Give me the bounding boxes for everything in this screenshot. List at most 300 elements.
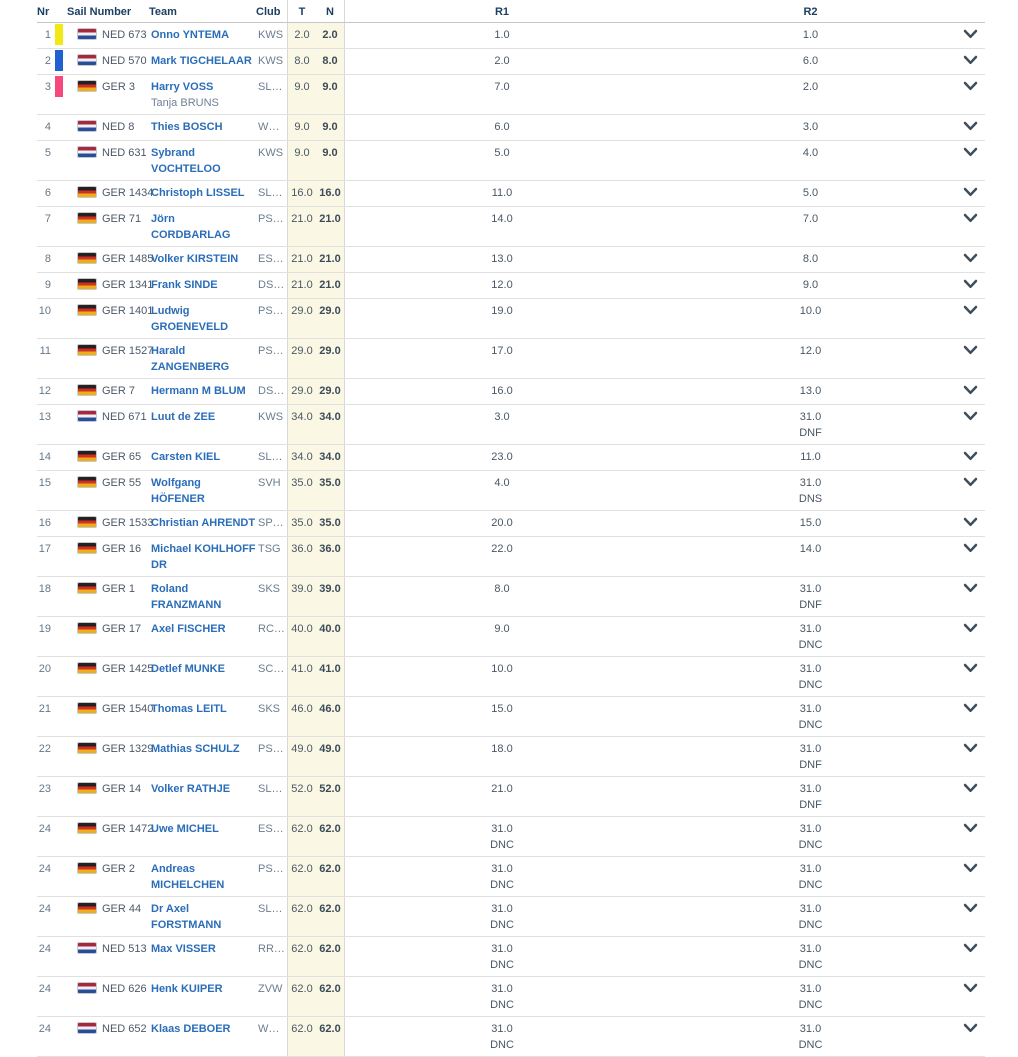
sail-number-cell [67,379,149,404]
club-code: SKS [258,703,281,715]
total-points-cell: 52.0 [287,777,316,816]
chevron-down-icon[interactable] [963,345,978,356]
club-code: PS… [258,743,284,755]
team-name-link[interactable]: Harald ZANGENBERG [151,345,230,373]
team-cell [149,817,256,856]
team-cell [149,379,256,404]
club-code: PS… [258,213,284,225]
club-code: SL… [258,81,283,93]
sail-number-cell [67,471,149,510]
race2-score: 31.0 [799,703,822,715]
team-name-wrap: MICHELCHEN [151,879,225,891]
chevron-down-icon[interactable] [963,543,978,554]
table-row [37,511,985,537]
total-points-cell: 9.0 [287,141,316,180]
chevron-down-icon[interactable] [963,663,978,674]
rank-cell: 24 [38,1023,51,1035]
chevron-down-icon[interactable] [963,411,978,422]
total-points-cell: 49.0 [287,737,316,776]
chevron-down-icon[interactable] [963,583,978,594]
net-points-cell: 21.0 [316,207,345,246]
chevron-down-icon[interactable] [963,55,978,66]
net-points-cell: 9.0 [316,115,345,140]
club-code: PS… [258,863,284,875]
race2-score: 31.0 [799,411,822,423]
team-name-link[interactable]: Ludwig GROENEVELD [151,305,229,333]
total-points-cell: 62.0 [287,817,316,856]
team-name-link[interactable]: Luut de ZEE [151,411,216,423]
race2-score: 3.0 [802,121,819,133]
chevron-down-icon[interactable] [963,147,978,158]
chevron-down-icon[interactable] [963,863,978,874]
sail-number-cell [67,977,149,1016]
total-points-cell: 29.0 [287,339,316,378]
position-marker-cell [51,115,67,140]
race1-score-cell [345,299,659,338]
team-name-link[interactable]: Detlef MUNKE [151,663,225,675]
table-row [37,207,985,247]
race1-score-cell [345,339,659,378]
sail-number: NED 570 [102,55,147,67]
race1-score-cell [345,49,659,74]
rank-cell: 24 [38,943,51,955]
sail-number: GER 1485 [102,253,154,265]
team-name-link[interactable]: Thies BOSCH [151,121,223,133]
flag-ger-icon [77,450,97,462]
team-name-link[interactable]: Henk KUIPER [151,983,223,995]
table-row [37,1017,985,1057]
race1-score-cell [345,657,659,696]
sail-number: GER 14 [102,783,142,795]
rank-cell: 21 [38,703,51,715]
sail-number: GER 3 [102,81,136,93]
race2-score-code: DNC [798,919,823,931]
rank-cell: 16 [38,517,51,529]
race2-score: 31.0 [799,623,822,635]
team-name-link[interactable]: Harry VOSS [151,81,214,93]
expand-cell [962,141,985,180]
chevron-down-icon[interactable] [963,81,978,92]
race1-score-cell [345,23,659,48]
race2-score-cell [659,247,962,272]
team-cell [149,405,256,444]
club-code: PS… [258,305,284,317]
expand-cell [962,207,985,246]
net-points-cell: 29.0 [316,299,345,338]
race1-score: 3.0 [494,411,510,423]
team-cell [149,577,256,616]
table-row [37,273,985,299]
race1-score-cell [345,1017,659,1056]
sail-number-cell [67,49,149,74]
team-cell [149,657,256,696]
race2-score-code: DNF [799,599,822,611]
table-row [37,817,985,857]
team-name-link[interactable]: Mark TIGCHELAAR [151,55,252,67]
sail-number: GER 1540 [102,703,154,715]
position-marker-cell [51,379,67,404]
chevron-down-icon[interactable] [963,517,978,528]
sail-number-cell [67,23,149,48]
expand-cell [962,977,985,1016]
team-name-link[interactable]: Volker KIRSTEIN [151,253,239,265]
position-marker-cell [51,777,67,816]
rank-cell: 10 [38,305,51,317]
race2-score: 15.0 [799,517,822,529]
total-points-cell: 9.0 [287,115,316,140]
team-name-link[interactable]: Mathias SCHULZ [151,743,240,755]
team-name-link[interactable]: Axel FISCHER [151,623,226,635]
column-header-club: Club [256,6,281,18]
net-points-cell: 62.0 [316,817,345,856]
race2-score-cell [659,379,962,404]
expand-cell [962,1017,985,1056]
results-table-body [37,23,985,1057]
expand-cell [962,737,985,776]
sail-number-cell [67,617,149,656]
sail-number: GER 1472 [102,823,154,835]
position-marker-cell [51,181,67,206]
expand-cell [962,379,985,404]
rank-cell: 1 [44,29,51,41]
flag-ger-icon [77,212,97,224]
race1-score: 16.0 [491,385,513,397]
table-row [37,339,985,379]
chevron-down-icon[interactable] [963,783,978,794]
rank-cell: 12 [38,385,51,397]
results-table-header [37,0,985,23]
total-points-cell: 35.0 [287,471,316,510]
position-marker-cell [51,657,67,696]
race1-score-cell [345,405,659,444]
race1-score: 9.0 [494,623,510,635]
flag-ger-icon [77,384,97,396]
race2-score-cell [659,617,962,656]
race2-score: 31.0 [799,983,822,995]
sail-number-cell [67,777,149,816]
chevron-down-icon[interactable] [963,983,978,994]
total-points-cell: 2.0 [287,23,316,48]
team-name-link[interactable]: Max VISSER [151,943,216,955]
position-marker-cell [51,537,67,576]
rank-cell: 11 [39,345,51,357]
team-name-link[interactable]: Carsten KIEL [151,451,221,463]
table-row [37,617,985,657]
team-name-link[interactable]: Sybrand VOCHTELOO [151,147,221,175]
crew-name: Tanja BRUNS [151,97,219,109]
flag-ger-icon [77,542,97,554]
club-code: TSG [258,543,281,555]
total-points-cell: 46.0 [287,697,316,736]
race1-score: 5.0 [494,147,510,159]
team-cell [149,471,256,510]
sail-number: GER 1341 [102,279,154,291]
race2-score: 31.0 [799,943,822,955]
chevron-down-icon[interactable] [963,121,978,132]
race2-score: 31.0 [799,477,822,489]
net-points-cell: 41.0 [316,657,345,696]
race2-score-code: DNF [799,759,822,771]
chevron-down-icon[interactable] [963,703,978,714]
position-marker-cell [51,617,67,656]
race2-score-code: DNC [798,839,823,851]
table-row [37,777,985,817]
chevron-down-icon[interactable] [963,279,978,290]
race1-score-code: DNC [490,919,514,931]
club-code: SL… [258,783,283,795]
chevron-down-icon[interactable] [963,451,978,462]
chevron-down-icon[interactable] [963,477,978,488]
team-name-link[interactable]: Roland FRANZMANN [151,583,222,611]
sail-number: GER 16 [102,543,142,555]
total-points-cell: 16.0 [287,181,316,206]
club-code: PS… [258,345,284,357]
sail-number-cell [67,897,149,936]
race2-score-cell [659,115,962,140]
expand-cell [962,405,985,444]
sail-number: GER 2 [102,863,136,875]
team-name-link[interactable]: Klaas DEBOER [151,1023,231,1035]
race1-score-code: DNC [490,1039,514,1051]
race1-score: 7.0 [494,81,510,93]
position-marker-cell [51,299,67,338]
chevron-down-icon[interactable] [963,29,978,40]
table-row [37,181,985,207]
sail-number: GER 65 [102,451,142,463]
chevron-down-icon[interactable] [963,903,978,914]
chevron-down-icon[interactable] [963,385,978,396]
position-marker-cell [51,577,67,616]
total-points-cell: 8.0 [287,49,316,74]
sail-number: GER 1 [102,583,136,595]
expand-cell [962,75,985,114]
race1-score-cell [345,537,659,576]
race1-score-cell [345,617,659,656]
position-marker-cell [51,49,67,74]
net-points-cell: 35.0 [316,511,345,536]
race2-score-cell [659,537,962,576]
flag-ger-icon [77,344,97,356]
team-name-link[interactable]: Uwe MICHEL [151,823,219,835]
club-code: KWS [258,55,284,67]
race2-score-cell [659,857,962,896]
rank-cell: 24 [38,983,51,995]
sail-number-cell [67,537,149,576]
club-code: SC… [258,663,285,675]
chevron-down-icon[interactable] [963,743,978,754]
chevron-down-icon[interactable] [963,1023,978,1034]
race2-score-code: DNF [799,427,822,439]
sail-number: GER 17 [102,623,142,635]
sail-number: NED 626 [102,983,147,995]
race2-score-cell [659,141,962,180]
chevron-down-icon[interactable] [963,943,978,954]
team-name-link[interactable]: Wolfgang HÖFENER [151,477,205,505]
race1-score-cell [345,857,659,896]
race1-score-code: DNC [490,879,514,891]
rank-cell: 19 [38,623,51,635]
total-points-cell: 62.0 [287,977,316,1016]
expand-cell [962,537,985,576]
race2-score-cell [659,977,962,1016]
column-header-total: T [287,0,316,22]
rank-cell: 2 [44,55,51,67]
total-points-cell: 41.0 [287,657,316,696]
team-cell [149,75,256,114]
team-name-link[interactable]: Frank SINDE [151,279,218,291]
sail-number: NED 652 [102,1023,147,1035]
team-name-link[interactable]: Onno YNTEMA [151,29,230,41]
flag-ger-icon [77,622,97,634]
team-name-link[interactable]: Christian AHRENDT [151,517,256,529]
expand-cell [962,817,985,856]
team-cell [149,339,256,378]
net-points-cell: 9.0 [316,141,345,180]
race1-score: 14.0 [491,213,513,225]
net-points-cell: 21.0 [316,247,345,272]
club-code: DS… [258,385,285,397]
team-name-link[interactable]: Andreas [151,863,196,875]
sail-number-cell [67,141,149,180]
net-points-cell: 49.0 [316,737,345,776]
expand-cell [962,247,985,272]
net-points-cell: 52.0 [316,777,345,816]
race2-score-cell [659,299,962,338]
column-header-net: N [316,0,345,22]
race2-score: 9.0 [802,279,819,291]
race1-score: 11.0 [491,187,513,199]
position-marker [55,24,63,45]
table-row [37,379,985,405]
total-points-cell: 62.0 [287,937,316,976]
rank-cell: 7 [44,213,51,225]
team-name-link[interactable]: Thomas LEITL [151,703,227,715]
sail-number: NED 673 [102,29,147,41]
team-name-link[interactable]: Volker RATHJE [151,783,231,795]
race1-score: 8.0 [494,583,510,595]
club-code: W… [258,1023,280,1035]
net-points-cell: 29.0 [316,379,345,404]
race1-score: 6.0 [494,121,510,133]
expand-cell [962,511,985,536]
table-row [37,299,985,339]
column-header-team: Team [149,6,177,18]
club-code: RC… [258,623,285,635]
race2-score-cell [659,75,962,114]
net-points-cell: 36.0 [316,537,345,576]
chevron-down-icon[interactable] [963,187,978,198]
sail-number-cell [67,115,149,140]
race1-score-cell [345,937,659,976]
rank-cell: 15 [38,477,51,489]
table-row [37,937,985,977]
sail-number-cell [67,1017,149,1056]
position-marker-cell [51,937,67,976]
chevron-down-icon[interactable] [963,253,978,264]
race1-score: 31.0 [491,863,513,875]
team-name-link[interactable]: Michael KOHLHOFF [151,543,256,555]
sail-number-cell [67,817,154,856]
race1-score-cell [345,141,659,180]
race1-score-code: DNC [490,959,514,971]
sail-number-cell [67,273,154,298]
chevron-down-icon[interactable] [963,623,978,634]
club-code: RR… [258,943,285,955]
team-name-link[interactable]: Jörn CORDBARLAG [151,213,231,241]
flag-ger-icon [77,476,97,488]
sail-number-cell [67,737,154,776]
flag-ned-icon [77,982,97,994]
flag-ger-icon [77,80,97,92]
net-points-cell: 34.0 [316,445,345,470]
sail-number-cell [67,445,149,470]
team-cell [149,977,256,1016]
sail-number: GER 1434 [102,187,154,199]
team-name-link[interactable]: Christoph LISSEL [151,187,245,199]
position-marker-cell [51,897,67,936]
position-marker-cell [51,23,67,48]
table-row [37,897,985,937]
flag-ger-icon [77,902,97,914]
team-cell [149,697,256,736]
team-name-link[interactable]: Dr Axel FORSTMANN [151,903,222,931]
race2-score-cell [659,737,962,776]
net-points-cell: 2.0 [316,23,345,48]
race1-score-cell [345,181,659,206]
race2-score-cell [659,511,962,536]
race1-score: 18.0 [491,743,513,755]
table-row [37,737,985,777]
chevron-down-icon[interactable] [963,213,978,224]
race2-score-code: DNC [798,639,823,651]
rank-cell: 13 [38,411,51,423]
expand-cell [962,299,985,338]
flag-ger-icon [77,742,97,754]
flag-ned-icon [77,146,97,158]
chevron-down-icon[interactable] [963,823,978,834]
sail-number-cell [67,405,149,444]
sail-number: GER 1401 [102,305,154,317]
chevron-down-icon[interactable] [963,305,978,316]
race2-score: 7.0 [802,213,819,225]
race2-score-code: DNC [798,679,823,691]
team-cell [149,511,256,536]
team-name-link[interactable]: Hermann M BLUM [151,385,246,397]
sail-number-cell [67,207,149,246]
race2-score: 10.0 [799,305,822,317]
rank-cell: 24 [38,903,51,915]
rank-cell: 5 [44,147,51,159]
team-cell [149,777,256,816]
race1-score: 31.0 [491,943,513,955]
sail-number: NED 513 [102,943,147,955]
sail-number: GER 55 [102,477,142,489]
net-points-cell: 62.0 [316,1017,345,1056]
expand-cell [962,471,985,510]
flag-ger-icon [77,782,97,794]
sail-number: GER 1329 [102,743,154,755]
net-points-cell: 62.0 [316,857,345,896]
net-points-cell: 62.0 [316,937,345,976]
team-cell [149,49,256,74]
total-points-cell: 62.0 [287,1017,316,1056]
club-code: ES… [258,823,284,835]
race1-score-code: DNC [490,999,514,1011]
club-code: DS… [258,279,285,291]
rank-cell: 23 [38,783,51,795]
total-points-cell: 62.0 [287,897,316,936]
team-cell [149,273,256,298]
